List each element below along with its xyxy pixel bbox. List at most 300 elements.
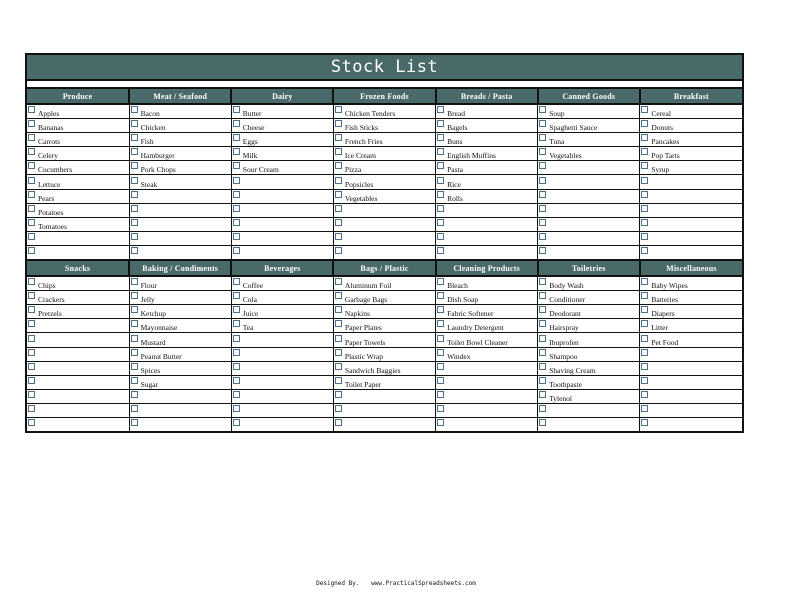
checkbox-icon[interactable] [641, 120, 648, 127]
checkbox-icon[interactable] [131, 363, 138, 370]
table-row [27, 161, 742, 175]
checkbox-icon[interactable] [28, 191, 35, 198]
checkbox-icon[interactable] [437, 148, 444, 155]
checkbox-icon[interactable] [539, 292, 546, 299]
list-item [231, 375, 333, 389]
checkbox-icon[interactable] [641, 377, 648, 384]
item-cell [538, 176, 639, 189]
checkbox-icon[interactable] [131, 205, 138, 212]
item-cell [334, 161, 435, 174]
checkbox-icon[interactable] [131, 377, 138, 384]
checkbox-icon[interactable] [335, 419, 342, 426]
item-label: Pet Food [651, 337, 679, 347]
checkbox-icon[interactable] [641, 391, 648, 398]
table-row [27, 147, 742, 161]
item-cell [436, 218, 537, 231]
checkbox-icon[interactable] [131, 391, 138, 398]
checkbox-icon[interactable] [28, 363, 35, 370]
list-item [436, 305, 538, 319]
checkbox-icon[interactable] [437, 391, 444, 398]
list-item [436, 319, 538, 333]
checkbox-icon[interactable] [437, 177, 444, 184]
list-item [640, 361, 742, 375]
list-item [333, 133, 435, 147]
item-cell [436, 105, 537, 118]
list-item [640, 175, 742, 189]
checkbox-icon[interactable] [539, 191, 546, 198]
checkbox-icon[interactable] [335, 292, 342, 299]
checkbox-icon[interactable] [335, 335, 342, 342]
checkbox-icon[interactable] [437, 377, 444, 384]
table-row [27, 291, 742, 305]
list-item [333, 361, 435, 375]
item-cell [640, 362, 742, 375]
checkbox-icon[interactable] [539, 377, 546, 384]
checkbox-icon[interactable] [131, 106, 138, 113]
list-item [27, 203, 129, 217]
checkbox-icon[interactable] [641, 419, 648, 426]
item-label: Coffee [242, 281, 264, 291]
checkbox-icon[interactable] [437, 278, 444, 285]
item-cell [334, 204, 435, 217]
checkbox-icon[interactable] [28, 335, 35, 342]
list-item [333, 104, 435, 119]
list-item [129, 217, 231, 231]
checkbox-icon[interactable] [233, 134, 240, 141]
item-label: Toothpaste [549, 379, 583, 389]
checkbox-icon[interactable] [335, 349, 342, 356]
checkbox-icon[interactable] [233, 177, 240, 184]
checkbox-icon[interactable] [28, 134, 35, 141]
checkbox-icon[interactable] [539, 363, 546, 370]
item-cell [436, 404, 537, 417]
checkbox-icon[interactable] [131, 191, 138, 198]
list-item [538, 361, 640, 375]
checkbox-icon[interactable] [131, 349, 138, 356]
checkbox-icon[interactable] [131, 306, 138, 313]
checkbox-icon[interactable] [539, 134, 546, 141]
table-row [27, 217, 742, 231]
column-header: Dairy [231, 88, 333, 104]
column-header: Bags / Plastic [333, 260, 435, 276]
column-header: Baking / Condiments [129, 260, 231, 276]
table-row [27, 133, 742, 147]
item-cell [538, 376, 639, 389]
item-cell [232, 232, 333, 245]
list-item [538, 389, 640, 403]
list-item [333, 319, 435, 333]
checkbox-icon[interactable] [335, 162, 342, 169]
list-item [129, 231, 231, 245]
checkbox-icon[interactable] [233, 306, 240, 313]
checkbox-icon[interactable] [233, 191, 240, 198]
checkbox-icon[interactable] [28, 205, 35, 212]
list-item [129, 305, 231, 319]
checkbox-icon[interactable] [641, 278, 648, 285]
list-item [538, 305, 640, 319]
checkbox-icon[interactable] [335, 177, 342, 184]
checkbox-icon[interactable] [131, 162, 138, 169]
checkbox-icon[interactable] [641, 162, 648, 169]
checkbox-icon[interactable] [641, 191, 648, 198]
checkbox-icon[interactable] [539, 278, 546, 285]
list-item [231, 104, 333, 119]
checkbox-icon[interactable] [437, 292, 444, 299]
list-item [231, 417, 333, 431]
header-row [27, 260, 742, 276]
checkbox-icon[interactable] [131, 134, 138, 141]
checkbox-icon[interactable] [233, 106, 240, 113]
item-label: Pretzels [38, 309, 62, 319]
item-cell [130, 404, 231, 417]
checkbox-icon[interactable] [437, 349, 444, 356]
list-item [231, 305, 333, 319]
item-cell [232, 161, 333, 174]
checkbox-icon[interactable] [131, 219, 138, 226]
item-cell [232, 277, 333, 290]
checkbox-icon[interactable] [131, 278, 138, 285]
item-label: Eggs [242, 137, 258, 147]
page-title: Stock List [27, 55, 742, 81]
checkbox-icon[interactable] [335, 278, 342, 285]
item-label: Cereal [651, 109, 671, 119]
checkbox-icon[interactable] [335, 306, 342, 313]
checkbox-icon[interactable] [539, 391, 546, 398]
checkbox-icon[interactable] [539, 162, 546, 169]
item-cell [27, 390, 129, 403]
checkbox-icon[interactable] [539, 306, 546, 313]
item-label: Shaving Cream [549, 365, 596, 375]
checkbox-icon[interactable] [28, 219, 35, 226]
checkbox-icon[interactable] [641, 233, 648, 240]
checkbox-icon[interactable] [131, 148, 138, 155]
checkbox-icon[interactable] [539, 177, 546, 184]
list-item [640, 231, 742, 245]
checkbox-icon[interactable] [641, 134, 648, 141]
item-label: Milk [242, 151, 258, 161]
column-header: Miscellaneous [640, 260, 742, 276]
checkbox-icon[interactable] [233, 349, 240, 356]
checkbox-icon[interactable] [641, 335, 648, 342]
list-item [436, 403, 538, 417]
checkbox-icon[interactable] [539, 320, 546, 327]
checkbox-icon[interactable] [28, 391, 35, 398]
item-label: Steak [140, 179, 158, 189]
checkbox-icon[interactable] [233, 320, 240, 327]
checkbox-icon[interactable] [437, 306, 444, 313]
stock-table-section-2 [27, 259, 742, 431]
item-cell [130, 246, 231, 259]
checkbox-icon[interactable] [131, 405, 138, 412]
checkbox-icon[interactable] [335, 106, 342, 113]
item-cell [538, 418, 639, 431]
checkbox-icon[interactable] [335, 120, 342, 127]
item-cell [232, 334, 333, 347]
checkbox-icon[interactable] [641, 349, 648, 356]
column-header: Beverages [231, 260, 333, 276]
checkbox-icon[interactable] [641, 148, 648, 155]
item-label: French Fries [344, 137, 383, 147]
list-item [436, 175, 538, 189]
checkbox-icon[interactable] [437, 247, 444, 254]
checkbox-icon[interactable] [28, 162, 35, 169]
list-item [640, 389, 742, 403]
checkbox-icon[interactable] [335, 405, 342, 412]
checkbox-icon[interactable] [28, 106, 35, 113]
footer [0, 580, 792, 587]
checkbox-icon[interactable] [539, 335, 546, 342]
list-item [27, 147, 129, 161]
checkbox-icon[interactable] [641, 292, 648, 299]
checkbox-icon[interactable] [233, 278, 240, 285]
item-cell [232, 319, 333, 332]
checkbox-icon[interactable] [437, 134, 444, 141]
item-cell [232, 204, 333, 217]
checkbox-icon[interactable] [539, 349, 546, 356]
checkbox-icon[interactable] [641, 306, 648, 313]
checkbox-icon[interactable] [28, 377, 35, 384]
list-item [640, 347, 742, 361]
item-label: Napkins [344, 309, 370, 319]
checkbox-icon[interactable] [28, 120, 35, 127]
checkbox-icon[interactable] [131, 233, 138, 240]
item-cell [130, 362, 231, 375]
list-item [436, 291, 538, 305]
item-label: Plastic Wrap [344, 351, 384, 361]
list-item [640, 403, 742, 417]
checkbox-icon[interactable] [28, 306, 35, 313]
list-item [333, 189, 435, 203]
checkbox-icon[interactable] [437, 106, 444, 113]
checkbox-icon[interactable] [233, 247, 240, 254]
checkbox-icon[interactable] [28, 405, 35, 412]
checkbox-icon[interactable] [233, 205, 240, 212]
checkbox-icon[interactable] [233, 120, 240, 127]
table-row [27, 403, 742, 417]
header-row [27, 88, 742, 104]
item-label: Pears [38, 193, 55, 203]
list-item [436, 361, 538, 375]
list-item [436, 119, 538, 133]
list-item [640, 276, 742, 291]
item-cell [27, 404, 129, 417]
checkbox-icon[interactable] [131, 247, 138, 254]
list-item [538, 333, 640, 347]
item-label: Chips [38, 281, 56, 291]
checkbox-icon[interactable] [28, 292, 35, 299]
table-row [27, 319, 742, 333]
item-cell [640, 376, 742, 389]
checkbox-icon[interactable] [335, 148, 342, 155]
list-item [27, 217, 129, 231]
list-item [640, 104, 742, 119]
checkbox-icon[interactable] [233, 377, 240, 384]
checkbox-icon[interactable] [131, 320, 138, 327]
checkbox-icon[interactable] [437, 405, 444, 412]
checkbox-icon[interactable] [233, 335, 240, 342]
list-item [333, 119, 435, 133]
checkbox-icon[interactable] [335, 391, 342, 398]
item-cell [538, 348, 639, 361]
checkbox-icon[interactable] [437, 419, 444, 426]
checkbox-icon[interactable] [28, 419, 35, 426]
checkbox-icon[interactable] [233, 391, 240, 398]
checkbox-icon[interactable] [131, 335, 138, 342]
checkbox-icon[interactable] [335, 233, 342, 240]
table-row [27, 245, 742, 259]
checkbox-icon[interactable] [641, 177, 648, 184]
checkbox-icon[interactable] [335, 320, 342, 327]
checkbox-icon[interactable] [539, 205, 546, 212]
item-label: Aluminum Foil [344, 281, 392, 291]
list-item [27, 276, 129, 291]
column-header: Canned Goods [538, 88, 640, 104]
item-cell [232, 404, 333, 417]
item-cell [538, 232, 639, 245]
checkbox-icon[interactable] [233, 148, 240, 155]
checkbox-icon[interactable] [233, 419, 240, 426]
list-item [436, 375, 538, 389]
checkbox-icon[interactable] [335, 363, 342, 370]
item-cell [130, 319, 231, 332]
checkbox-icon[interactable] [131, 120, 138, 127]
checkbox-icon[interactable] [335, 219, 342, 226]
item-cell [640, 133, 742, 146]
checkbox-icon[interactable] [437, 120, 444, 127]
list-item [129, 276, 231, 291]
checkbox-icon[interactable] [233, 292, 240, 299]
item-cell [538, 246, 639, 259]
item-cell [538, 334, 639, 347]
list-item [538, 417, 640, 431]
list-item [231, 403, 333, 417]
item-cell [436, 204, 537, 217]
list-item [27, 319, 129, 333]
checkbox-icon[interactable] [539, 405, 546, 412]
checkbox-icon[interactable] [28, 148, 35, 155]
checkbox-icon[interactable] [335, 191, 342, 198]
checkbox-icon[interactable] [233, 219, 240, 226]
table-row [27, 203, 742, 217]
checkbox-icon[interactable] [28, 349, 35, 356]
item-label: Crackers [38, 295, 65, 305]
checkbox-icon[interactable] [233, 405, 240, 412]
item-cell [27, 376, 129, 389]
checkbox-icon[interactable] [641, 405, 648, 412]
list-item [27, 133, 129, 147]
list-item [129, 133, 231, 147]
checkbox-icon[interactable] [437, 191, 444, 198]
item-cell [334, 176, 435, 189]
item-label: Garbage Bags [344, 295, 388, 305]
item-label: Ketchup [140, 309, 167, 319]
item-cell [640, 390, 742, 403]
checkbox-icon[interactable] [335, 134, 342, 141]
checkbox-icon[interactable] [437, 233, 444, 240]
item-label: Tomatoes [38, 221, 68, 231]
item-cell [130, 348, 231, 361]
list-item [538, 347, 640, 361]
list-item [27, 291, 129, 305]
item-cell [334, 119, 435, 132]
checkbox-icon[interactable] [233, 162, 240, 169]
checkbox-icon[interactable] [641, 363, 648, 370]
item-cell [538, 161, 639, 174]
checkbox-icon[interactable] [539, 419, 546, 426]
item-cell [130, 232, 231, 245]
checkbox-icon[interactable] [539, 233, 546, 240]
checkbox-icon[interactable] [131, 419, 138, 426]
table-row [27, 175, 742, 189]
checkbox-icon[interactable] [641, 247, 648, 254]
checkbox-icon[interactable] [335, 377, 342, 384]
checkbox-icon[interactable] [641, 106, 648, 113]
item-cell [27, 161, 129, 174]
item-label: Bleach [447, 281, 468, 291]
checkbox-icon[interactable] [437, 205, 444, 212]
list-item [333, 305, 435, 319]
checkbox-icon[interactable] [28, 177, 35, 184]
checkbox-icon[interactable] [28, 233, 35, 240]
checkbox-icon[interactable] [641, 219, 648, 226]
table-row [27, 361, 742, 375]
list-item [436, 389, 538, 403]
item-cell [130, 291, 231, 304]
item-label: Popsicles [344, 179, 374, 189]
checkbox-icon[interactable] [437, 219, 444, 226]
checkbox-icon[interactable] [335, 205, 342, 212]
checkbox-icon[interactable] [539, 148, 546, 155]
checkbox-icon[interactable] [641, 320, 648, 327]
checkbox-icon[interactable] [437, 335, 444, 342]
list-item [129, 147, 231, 161]
item-label: Pancakes [651, 137, 680, 147]
checkbox-icon[interactable] [437, 162, 444, 169]
list-item [640, 245, 742, 259]
checkbox-icon[interactable] [539, 247, 546, 254]
checkbox-icon[interactable] [539, 106, 546, 113]
checkbox-icon[interactable] [131, 292, 138, 299]
checkbox-icon[interactable] [28, 247, 35, 254]
item-cell [538, 105, 639, 118]
checkbox-icon[interactable] [539, 219, 546, 226]
checkbox-icon[interactable] [233, 233, 240, 240]
checkbox-icon[interactable] [641, 205, 648, 212]
item-cell [27, 105, 129, 118]
item-cell [130, 277, 231, 290]
item-cell [436, 305, 537, 318]
item-label: Hamburger [140, 151, 175, 161]
item-cell [334, 190, 435, 203]
checkbox-icon[interactable] [28, 320, 35, 327]
item-cell [538, 291, 639, 304]
item-cell [436, 334, 537, 347]
stock-list-sheet [25, 53, 744, 433]
checkbox-icon[interactable] [131, 177, 138, 184]
checkbox-icon[interactable] [539, 120, 546, 127]
list-item [333, 291, 435, 305]
list-item [436, 231, 538, 245]
checkbox-icon[interactable] [437, 320, 444, 327]
item-label: Dish Soap [447, 295, 479, 305]
item-cell [334, 218, 435, 231]
item-cell [27, 133, 129, 146]
checkbox-icon[interactable] [28, 278, 35, 285]
checkbox-icon[interactable] [335, 247, 342, 254]
column-header: Breakfast [640, 88, 742, 104]
checkbox-icon[interactable] [437, 363, 444, 370]
checkbox-icon[interactable] [233, 363, 240, 370]
